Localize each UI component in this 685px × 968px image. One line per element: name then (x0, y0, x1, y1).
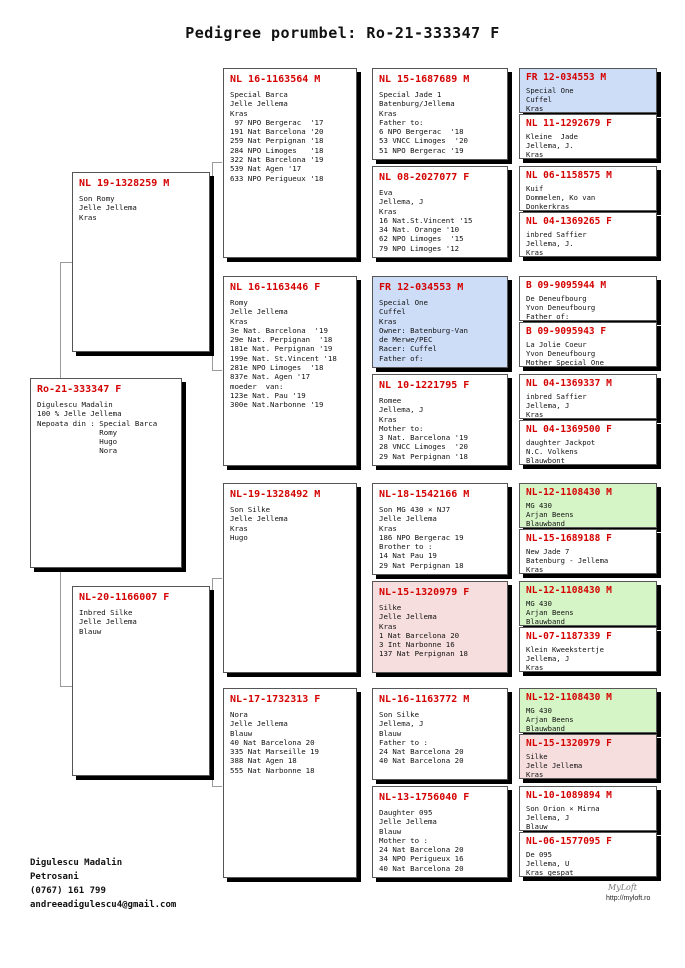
sire-ring: NL 19-1328259 M (79, 178, 170, 189)
connector-line (212, 578, 213, 786)
ancestor-details: Special One Cuffel Kras (526, 86, 574, 113)
ancestor-card[interactable] (519, 786, 657, 831)
ancestor-details: New Jade 7 Batenburg - Jellema Kras (526, 547, 609, 574)
ancestor-details: Klein Kweekstertje Jellema, J Kras (526, 645, 604, 672)
great-grandparent-details: Silke Jelle Jellema Kras 1 Nat Barcelona 20 3 Int Narbonne 16 137 Nat Perpignan 18 (379, 603, 468, 659)
great-grandparent-ring: NL 10-1221795 F (379, 380, 470, 391)
connector-line (212, 370, 222, 371)
ancestor-details: De Deneufbourg Yvon Deneufbourg Father of: (526, 294, 596, 321)
ancestor-ring: NL-06-1577095 F (526, 836, 612, 847)
ancestor-details: Son Orion × Mirna Jellema, J Blauw (526, 804, 600, 831)
breeder-email[interactable]: andreeadigulescu4@gmail.com (30, 900, 177, 910)
ancestor-card[interactable] (519, 374, 657, 419)
subject-ring: Ro-21-333347 F (37, 384, 122, 395)
dam-card[interactable] (72, 586, 210, 776)
breeder-name: Digulescu Madalin (30, 858, 123, 868)
great-grandparent-ring: NL-16-1163772 M (379, 694, 470, 705)
connector-line (212, 786, 222, 787)
ancestor-ring: B 09-9095943 F (526, 326, 607, 337)
ancestor-ring: NL 04-1369265 F (526, 216, 612, 227)
ancestor-details: De 095 Jellema, U Kras gespat (526, 850, 574, 877)
connector-line (212, 162, 222, 163)
ancestor-card[interactable] (519, 734, 657, 779)
ancestor-details: Silke Jelle Jellema Kras (526, 752, 583, 779)
great-grandparent-ring: NL 08-2027077 F (379, 172, 470, 183)
connector-line (60, 686, 72, 687)
signature-mark: MyLoft (608, 883, 638, 892)
great-grandparent-details: Special Jade 1 Batenburg/Jellema Kras Father to: 6 NPO Bergerac '18 53 VNCC Limoges '20 51 NPO Bergerac '19 (379, 90, 468, 155)
great-grandparent-details: Romee Jellema, J Kras Mother to: 3 Nat. Barcelona '19 28 VNCC Limoges '20 29 Nat Perpignan '18 (379, 396, 468, 461)
great-grandparent-card[interactable] (372, 581, 508, 673)
ancestor-details: MG 430 Arjan Beens Blauwband (526, 599, 574, 626)
great-grandparent-details: Eva Jellema, J Kras 16 Nat.St.Vincent '15 34 Nat. Orange '10 62 NPO Limoges '15 79 NPO Limoges '12 (379, 188, 473, 253)
ancestor-ring: NL-12-1108430 M (526, 487, 612, 498)
great-grandparent-ring: NL 15-1687689 M (379, 74, 470, 85)
ancestor-card[interactable] (519, 212, 657, 257)
grandparent-details: Special Barca Jelle Jellema Kras 97 NPO Bergerac '17 191 Nat Barcelona '20 259 Nat Perpignan '18 284 NPO Limoges '18 322 Nat Barcelona '19 539 Nat Agen '17 633 NPO Perigueux '18 (230, 90, 324, 183)
grandparent-card[interactable] (223, 688, 357, 878)
dam-ring: NL-20-1166007 F (79, 592, 170, 603)
subject-card[interactable] (30, 378, 182, 568)
ancestor-ring: B 09-9095944 M (526, 280, 607, 291)
subject-details: Digulescu Madalin 100 % Jelle Jellema Nepoata din : Special Barca Romy Hugo Nora (37, 400, 158, 456)
great-grandparent-card[interactable] (372, 786, 508, 878)
great-grandparent-card[interactable] (372, 374, 508, 466)
ancestor-card[interactable] (519, 688, 657, 733)
connector-line (60, 262, 72, 263)
ancestor-ring: NL-15-1320979 F (526, 738, 612, 749)
ancestor-ring: NL-12-1108430 M (526, 585, 612, 596)
ancestor-details: inbred Saffier Jellema, J Kras (526, 392, 587, 419)
ancestor-card[interactable] (519, 529, 657, 574)
ancestor-ring: NL 04-1369500 F (526, 424, 612, 435)
ancestor-ring: FR 12-034553 M (526, 72, 607, 83)
connector-line (212, 578, 222, 579)
sire-card[interactable] (72, 172, 210, 352)
ancestor-ring: NL-07-1187339 F (526, 631, 612, 642)
ancestor-ring: NL-15-1689188 F (526, 533, 612, 544)
great-grandparent-details: Son Silke Jellema, J Blauw Father to : 24 Nat Barcelona 20 40 Nat Barcelona 20 (379, 710, 464, 766)
great-grandparent-card[interactable] (372, 276, 508, 368)
ancestor-card[interactable] (519, 114, 657, 159)
grandparent-ring: NL-19-1328492 M (230, 489, 321, 500)
ancestor-details: La Jolie Coeur Yvon Deneufbourg Mother Special One (526, 340, 604, 367)
great-grandparent-card[interactable] (372, 483, 508, 575)
ancestor-ring: NL 06-1158575 M (526, 170, 612, 181)
breeder-contact (30, 856, 176, 912)
ancestor-card[interactable] (519, 832, 657, 877)
grandparent-details: Son Silke Jelle Jellema Kras Hugo (230, 505, 288, 542)
ancestor-ring: NL-10-1089894 M (526, 790, 612, 801)
great-grandparent-details: Special One Cuffel Kras Owner: Batenburg-Van de Merwe/PEC Racer: Cuffel Father of: (379, 298, 468, 363)
grandparent-card[interactable] (223, 68, 357, 258)
breeder-city: Petrosani (30, 872, 79, 882)
great-grandparent-card[interactable] (372, 68, 508, 160)
ancestor-card[interactable] (519, 322, 657, 367)
great-grandparent-ring: FR 12-034553 M (379, 282, 464, 293)
ancestor-card[interactable] (519, 627, 657, 672)
great-grandparent-ring: NL-18-1542166 M (379, 489, 470, 500)
ancestor-card[interactable] (519, 68, 657, 113)
ancestor-card[interactable] (519, 483, 657, 528)
ancestor-details: MG 430 Arjan Beens Blauwband (526, 706, 574, 733)
grandparent-card[interactable] (223, 483, 357, 673)
ancestor-card[interactable] (519, 581, 657, 626)
grandparent-card[interactable] (223, 276, 357, 466)
great-grandparent-details: Son MG 430 × NJ7 Jelle Jellema Kras 186 NPO Bergerac 19 Brother to : 14 Nat Pau 19 29 Nat Perpignan 18 (379, 505, 464, 570)
ancestor-details: MG 430 Arjan Beens Blauwband (526, 501, 574, 528)
grandparent-ring: NL 16-1163564 M (230, 74, 321, 85)
ancestor-details: inbred Saffier Jellema, J. Kras (526, 230, 587, 257)
ancestor-details: Kuif Dommelen, Ko van Donkerkras (526, 184, 596, 211)
ancestor-ring: NL 04-1369337 M (526, 378, 612, 389)
ancestor-ring: NL 11-1292679 F (526, 118, 612, 129)
grandparent-details: Romy Jelle Jellema Kras 3e Nat. Barcelona '19 29e Nat. Perpignan '18 181e Nat. Perpignan '19 199e Nat. St.Vincent '18 281e NPO Limoges '18 837e Nat. Agen '17 moeder van: 123e Nat. Pau '19 300e Nat.Narbonne '19 (230, 298, 337, 410)
grandparent-ring: NL-17-1732313 F (230, 694, 321, 705)
ancestor-card[interactable] (519, 166, 657, 211)
great-grandparent-ring: NL-13-1756040 F (379, 792, 470, 803)
ancestor-details: daughter Jackpot N.C. Volkens Blauwbont (526, 438, 596, 465)
breeder-phone[interactable]: (0767) 161 799 (30, 886, 106, 896)
great-grandparent-card[interactable] (372, 688, 508, 780)
great-grandparent-details: Daughter 095 Jelle Jellema Blauw Mother to : 24 Nat Barcelona 20 34 NPO Perigueux 16 40 Nat Barcelona 20 (379, 808, 464, 873)
ancestor-ring: NL-12-1108430 M (526, 692, 612, 703)
ancestor-card[interactable] (519, 276, 657, 321)
ancestor-card[interactable] (519, 420, 657, 465)
sire-details: Son Romy Jelle Jellema Kras (79, 194, 137, 222)
site-link[interactable]: http://myloft.ro (606, 895, 651, 902)
grandparent-details: Nora Jelle Jellema Blauw 40 Nat Barcelona 20 335 Nat Marseille 19 388 Nat Agen 18 555 Nat Narbonne 18 (230, 710, 319, 775)
dam-details: Inbred Silke Jelle Jellema Blauw (79, 608, 137, 636)
great-grandparent-card[interactable] (372, 166, 508, 258)
ancestor-details: Kleine Jade Jellema, J. Kras (526, 132, 578, 159)
connector-line (212, 162, 213, 370)
grandparent-ring: NL 16-1163446 F (230, 282, 321, 293)
great-grandparent-ring: NL-15-1320979 F (379, 587, 470, 598)
page-title: Pedigree porumbel: Ro-21-333347 F (185, 24, 500, 42)
